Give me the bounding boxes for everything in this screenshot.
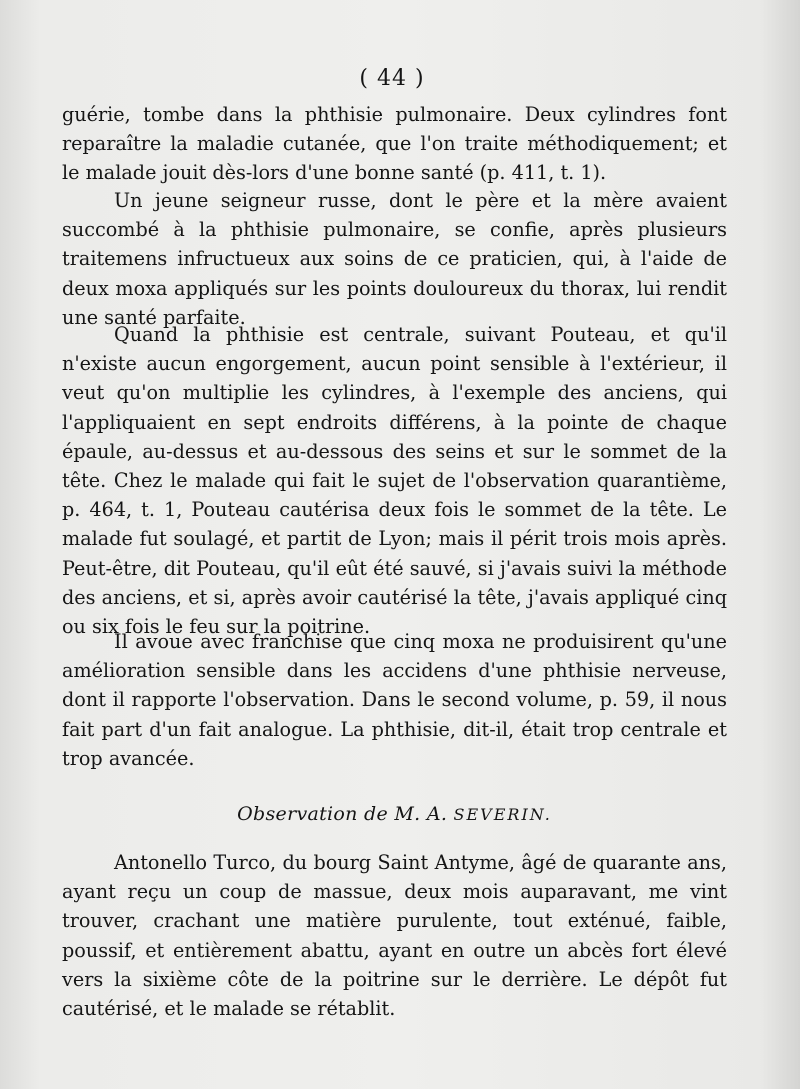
paragraph-1: guérie, tombe dans la phthisie pulmonaire. Deux cylindres font reparaître la maladie cutanée, que l'on traite méthodiquement; et le malade jouit dès-lors d'une bonne santé (p. 411, t. 1). (62, 103, 727, 185)
section-heading (62, 803, 727, 825)
page-number: ( 44 ) (359, 66, 425, 91)
heading-prefix: Observation de M. A. (237, 803, 454, 825)
heading-name: SEVERIN. (453, 805, 552, 824)
paragraph-5: Antonello Turco, du bourg Saint Antyme, âgé de quarante ans, ayant reçu un coup de massue, deux mois auparavant, me vint trouver, crachant une matière purulente, tout exténué, faible, poussif, et entièrement abattu, ayant en outre un abcès fort élevé vers la sixième côte de la poitrine sur le derrière. Le dépôt fut cautérisé, et le malade se rétablit. (62, 851, 727, 1021)
paragraph-2: Un jeune seigneur russe, dont le père et la mère avaient succombé à la phthisie pulmonaire, se confie, après plusieurs traitemens infructueux aux soins de ce praticien, qui, à l'aide de deux moxa appliqués sur les points douloureux du thorax, lui rendit une santé parfaite. (62, 189, 727, 329)
paragraph-4: Il avoue avec franchise que cinq moxa ne produisirent qu'une amélioration sensible dans les accidens d'une phthisie nerveuse, dont il rapporte l'observation. Dans le second volume, p. 59, il nous fait part d'un fait analogue. La phthisie, dit-il, était trop centrale et trop avancée. (62, 630, 727, 770)
paragraph-3: Quand la phthisie est centrale, suivant Pouteau, et qu'il n'existe aucun engorgement, aucun point sensible à l'extérieur, il veut qu'on multiplie les cylindres, à l'exemple des anciens, qui l'appliquaient en sept endroits différens, à la pointe de chaque épaule, au-dessus et au-dessous des seins et sur le sommet de la tête. Chez le malade qui fait le sujet de l'observation quarantième, p. 464, t. 1, Pouteau cautérisa deux fois le sommet de la tête. Le malade fut soulagé, et partit de Lyon; mais il périt trois mois après. Peut-être, dit Pouteau, qu'il eût été sauvé, si j'avais suivi la méthode des anciens, et si, après avoir cautérisé la tête, j'avais appliqué cinq ou six fois le feu sur la poitrine. (62, 323, 727, 639)
